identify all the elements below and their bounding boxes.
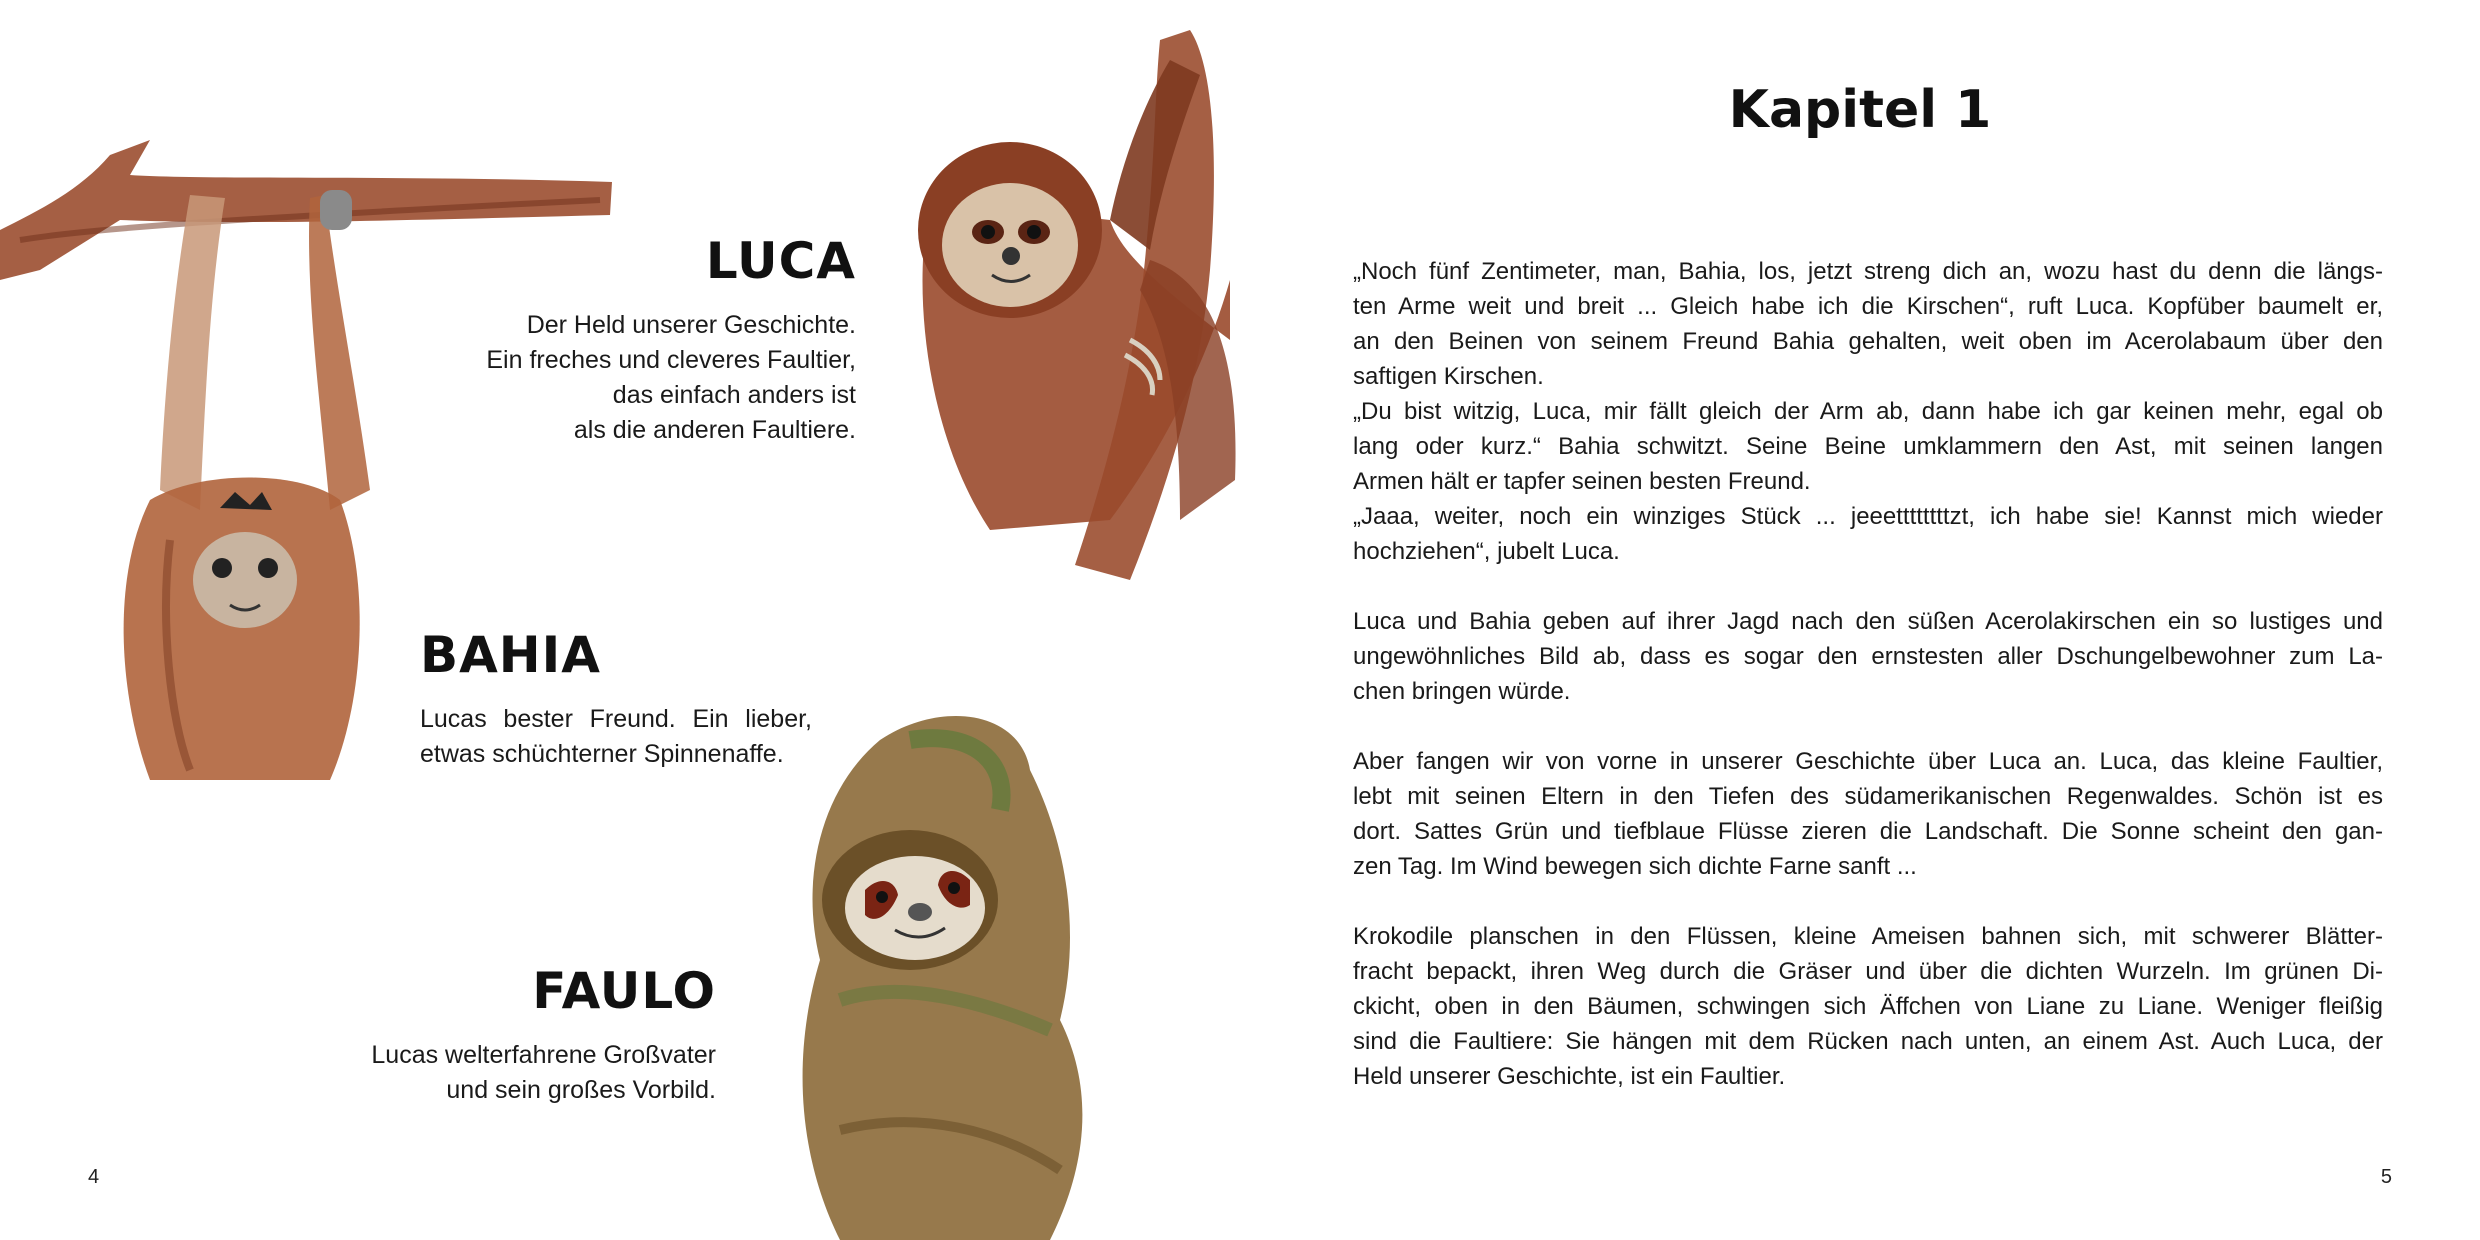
chapter-title: Kapitel 1 <box>1728 80 1992 140</box>
text-line: Held unserer Geschichte, ist ein Faultier. <box>1353 1063 1786 1090</box>
text-line: ungewöhnliches Bild ab, dass es sogar den ernstesten aller Dschungelbewohner zum La- <box>1353 643 2383 670</box>
text-line: sind die Faultiere: Sie hängen mit dem Rücken nach unten, an einem Ast. Auch Luca, der <box>1353 1028 2383 1055</box>
page-number-left: 4 <box>88 1166 100 1188</box>
right-page <box>1240 0 2480 1240</box>
monkey-hanging-illustration <box>0 120 620 800</box>
text-line: Lucas welterfahrene Großvater <box>371 1041 716 1069</box>
page-number-right: 5 <box>2380 1166 2392 1188</box>
luca-sloth-illustration <box>910 20 1240 600</box>
character-description-luca <box>486 308 856 448</box>
paragraph <box>1353 744 2383 884</box>
text-line: lebt mit seinen Eltern in den Tiefen des südamerikanischen Regenwaldes. Schön ist es <box>1353 783 2383 810</box>
text-line: fracht bepackt, ihren Weg durch die Gräser und über die dichten Wurzeln. Im grünen Di- <box>1353 958 2383 985</box>
paragraph <box>1353 604 2383 709</box>
character-name-luca: LUCA <box>705 232 856 290</box>
text-line: Aber fangen wir von vorne in unserer Geschichte über Luca an. Luca, das kleine Faultier, <box>1353 748 2383 775</box>
text-line: etwas schüchterner Spinnenaffe. <box>420 740 784 768</box>
text-line: und sein großes Vorbild. <box>446 1076 716 1104</box>
text-line: saftigen Kirschen. <box>1353 363 1544 390</box>
text-line: Armen hält er tapfer seinen besten Freund. <box>1353 468 1811 495</box>
text-line: Ein freches und cleveres Faultier, <box>486 346 856 374</box>
character-description-faulo <box>371 1038 716 1108</box>
text-line: Der Held unserer Geschichte. <box>526 311 856 339</box>
text-line: Lucas bester Freund. Ein lieber, <box>420 705 812 733</box>
text-line: „Du bist witzig, Luca, mir fällt gleich der Arm ab, dann habe ich gar keinen mehr, egal ob <box>1353 398 2383 425</box>
text-line: ten Arme weit und breit ... Gleich habe ich die Kirschen“, ruft Luca. Kopfüber baumelt er, <box>1353 293 2383 320</box>
character-name-faulo: FAULO <box>532 962 716 1020</box>
text-line: lang oder kurz.“ Bahia schwitzt. Seine Beine umklammern den Ast, mit seinen langen <box>1353 433 2383 460</box>
text-line: chen bringen würde. <box>1353 678 1571 705</box>
text-line: das einfach anders ist <box>612 381 856 409</box>
text-line: Krokodile planschen in den Flüssen, kleine Ameisen bahnen sich, mit schwerer Blätter- <box>1353 923 2383 950</box>
text-line: ckicht, oben in den Bäumen, schwingen sich Äffchen von Liane zu Liane. Weniger fleißig <box>1353 993 2383 1020</box>
text-line: als die anderen Faultiere. <box>573 416 856 444</box>
text-line: zen Tag. Im Wind bewegen sich dichte Farne sanft ... <box>1353 853 1917 880</box>
paragraph <box>1353 254 2383 569</box>
paragraph <box>1353 919 2383 1094</box>
text-line: dort. Sattes Grün und tiefblaue Flüsse zieren die Landschaft. Die Sonne scheint den gan- <box>1353 818 2383 845</box>
faulo-sloth-illustration <box>780 700 1100 1240</box>
text-line: an den Beinen von seinem Freund Bahia gehalten, weit oben im Acerolabaum über den <box>1353 328 2383 355</box>
text-line: „Jaaa, weiter, noch ein winziges Stück ... jeeettttttttzt, ich habe sie! Kannst mich wieder <box>1353 503 2383 530</box>
story-text <box>1353 254 2383 1129</box>
text-line: Luca und Bahia geben auf ihrer Jagd nach den süßen Acerolakirschen ein so lustiges und <box>1353 608 2383 635</box>
text-line: „Noch fünf Zentimeter, man, Bahia, los, jetzt streng dich an, wozu hast du denn die längs- <box>1353 258 2383 285</box>
text-line: hochziehen“, jubelt Luca. <box>1353 538 1620 565</box>
character-name-bahia: BAHIA <box>420 626 601 684</box>
character-description-bahia <box>420 702 812 772</box>
